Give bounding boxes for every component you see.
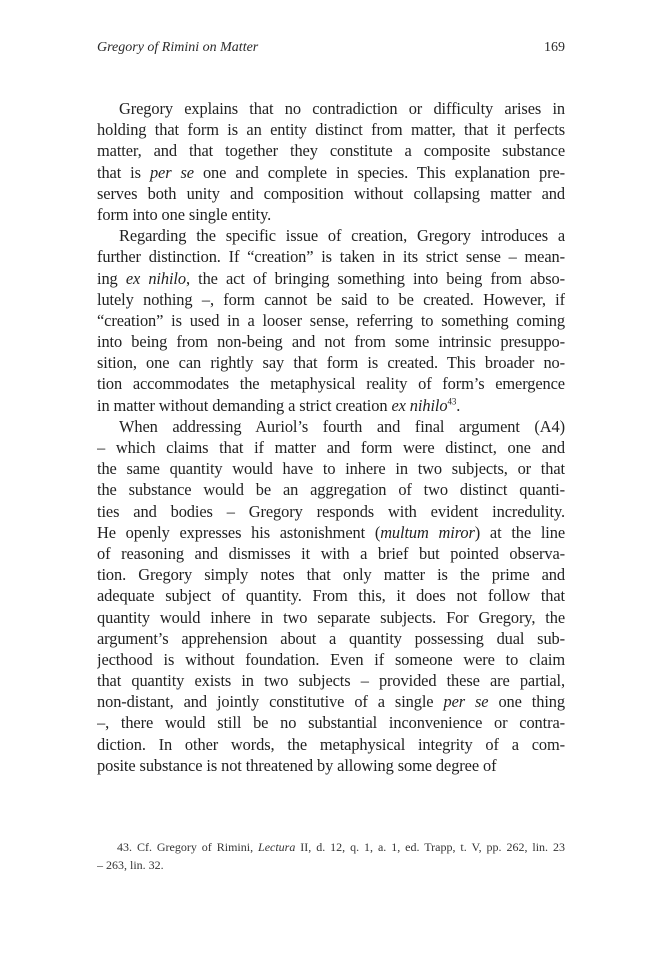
paragraph-line <box>97 543 565 564</box>
text-run: tion. Gregory simply notes that only matter is the prime and <box>97 565 565 585</box>
footnotes <box>97 838 565 874</box>
text-run: that quantity exists in two subjects – provided these are partial, <box>97 671 565 691</box>
text-run: quantity would inhere in two separate subjects. For Gregory, the <box>97 607 565 627</box>
text-run: of reasoning and dismisses it with a brief but pointed observa- <box>97 543 565 563</box>
text-run: He openly expresses his astonishment ( <box>97 522 381 542</box>
text-run: into being from non-being and not from some intrinsic presuppo- <box>97 332 565 352</box>
paragraph-line <box>97 352 565 373</box>
paragraph-line <box>97 246 565 267</box>
italic-text: Lectura <box>258 840 296 854</box>
paragraph-line <box>97 310 565 331</box>
paragraph-line <box>97 204 565 225</box>
text-run: – 263, lin. 32. <box>97 858 164 872</box>
paragraph-line <box>97 670 565 691</box>
text-run: the substance would be an aggregation of two distinct quanti- <box>97 480 565 500</box>
italic-text: ex nihilo <box>391 395 448 415</box>
text-run: non-distant, and jointly constitutive of a single <box>97 692 444 712</box>
paragraph-line <box>97 691 565 712</box>
text-run: in matter without demanding a strict creation <box>97 395 392 415</box>
footnote-ref: 43 <box>447 396 457 407</box>
text-run: 43. Cf. Gregory of Rimini, <box>117 840 259 854</box>
page-number: 169 <box>544 40 565 55</box>
text-run: serves both unity and composition without collapsing matter and <box>97 183 565 203</box>
text-run: posite substance is not threatened by allowing some degree of <box>97 755 497 775</box>
text-run: matter, and that together they constitute a composite substance <box>97 141 565 161</box>
paragraph-line <box>97 628 565 649</box>
footnote-line <box>97 856 565 874</box>
text-run: lutely nothing –, form cannot be said to be created. However, if <box>97 289 565 309</box>
text-run: ing <box>97 268 126 288</box>
paragraph-line <box>97 712 565 733</box>
running-head <box>97 40 565 60</box>
paragraph-line <box>97 183 565 204</box>
paragraph-line <box>97 373 565 394</box>
text-run: – which claims that if matter and form were distinct, one and <box>97 438 565 457</box>
text-run: adequate subject of quantity. From this, it does not follow that <box>97 586 565 606</box>
paragraph-line <box>97 501 565 522</box>
text-run: further distinction. If “creation” is taken in its strict sense – mean- <box>97 247 565 267</box>
paragraph-line <box>97 458 565 479</box>
text-run: II, d. 12, q. 1, a. 1, ed. Trapp, t. V, pp. 262, lin. 23 <box>295 840 565 854</box>
paragraph-line <box>97 119 565 140</box>
paragraph-line <box>97 162 565 183</box>
paragraph-line <box>97 522 565 543</box>
text-run: , the act of bringing something into being from abso- <box>185 268 565 288</box>
text-run: –, there would still be no substantial inconvenience or contra- <box>97 713 565 733</box>
running-title: Gregory of Rimini on Matter <box>97 40 259 55</box>
paragraph-line <box>97 289 565 310</box>
text-run: ) at the line <box>474 522 565 542</box>
paragraph-line <box>97 585 565 606</box>
text-run: tion accommodates the metaphysical reality of form’s emergence <box>97 374 565 394</box>
italic-text: ex nihilo <box>125 268 186 288</box>
text-run: When addressing Auriol’s fourth and final argument (A4) <box>119 416 565 436</box>
text-run: “creation” is used in a looser sense, referring to something coming <box>97 310 565 330</box>
paragraph-line <box>97 437 565 458</box>
text-run: diction. In other words, the metaphysical integrity of a com- <box>97 734 565 754</box>
text-run: Regarding the specific issue of creation, Gregory introduces a <box>119 226 565 246</box>
text-run: ties and bodies – Gregory responds with evident incredulity. <box>97 501 565 521</box>
text-run: jecthood is without foundation. Even if someone were to claim <box>97 649 565 669</box>
italic-text: per se <box>149 162 194 182</box>
paragraph-line <box>97 479 565 500</box>
paragraph-line <box>97 331 565 352</box>
text-run: one thing <box>488 692 565 712</box>
text-run: argument’s apprehension about a quantity possessing dual sub- <box>97 628 565 648</box>
paragraph-line <box>97 225 565 246</box>
paragraph-line <box>97 416 565 437</box>
text-run: form into one single entity. <box>97 204 272 224</box>
paragraph-line <box>97 395 565 416</box>
text-run: Gregory explains that no contradiction or difficulty arises in <box>119 99 565 118</box>
italic-text: multum miror <box>380 522 475 542</box>
text-run: that is <box>97 162 150 182</box>
italic-text: per se <box>443 692 489 712</box>
text-run: the same quantity would have to inhere in two subjects, or that <box>97 459 565 479</box>
body-text <box>97 98 565 776</box>
paragraph-line <box>97 755 565 776</box>
text-run: . <box>456 395 461 415</box>
paragraph-line <box>97 564 565 585</box>
text-run: one and complete in species. This explanation pre- <box>193 162 565 182</box>
paragraph-line <box>97 140 565 161</box>
footnote-line <box>97 838 565 856</box>
paragraph-line <box>97 268 565 289</box>
paragraph-line <box>97 734 565 755</box>
paragraph-line <box>97 607 565 628</box>
paragraph-line <box>97 649 565 670</box>
paragraph-line <box>97 98 565 119</box>
text-run: holding that form is an entity distinct from matter, that it perfects <box>97 120 565 140</box>
text-run: sition, one can rightly say that form is created. This broader no- <box>97 353 565 373</box>
